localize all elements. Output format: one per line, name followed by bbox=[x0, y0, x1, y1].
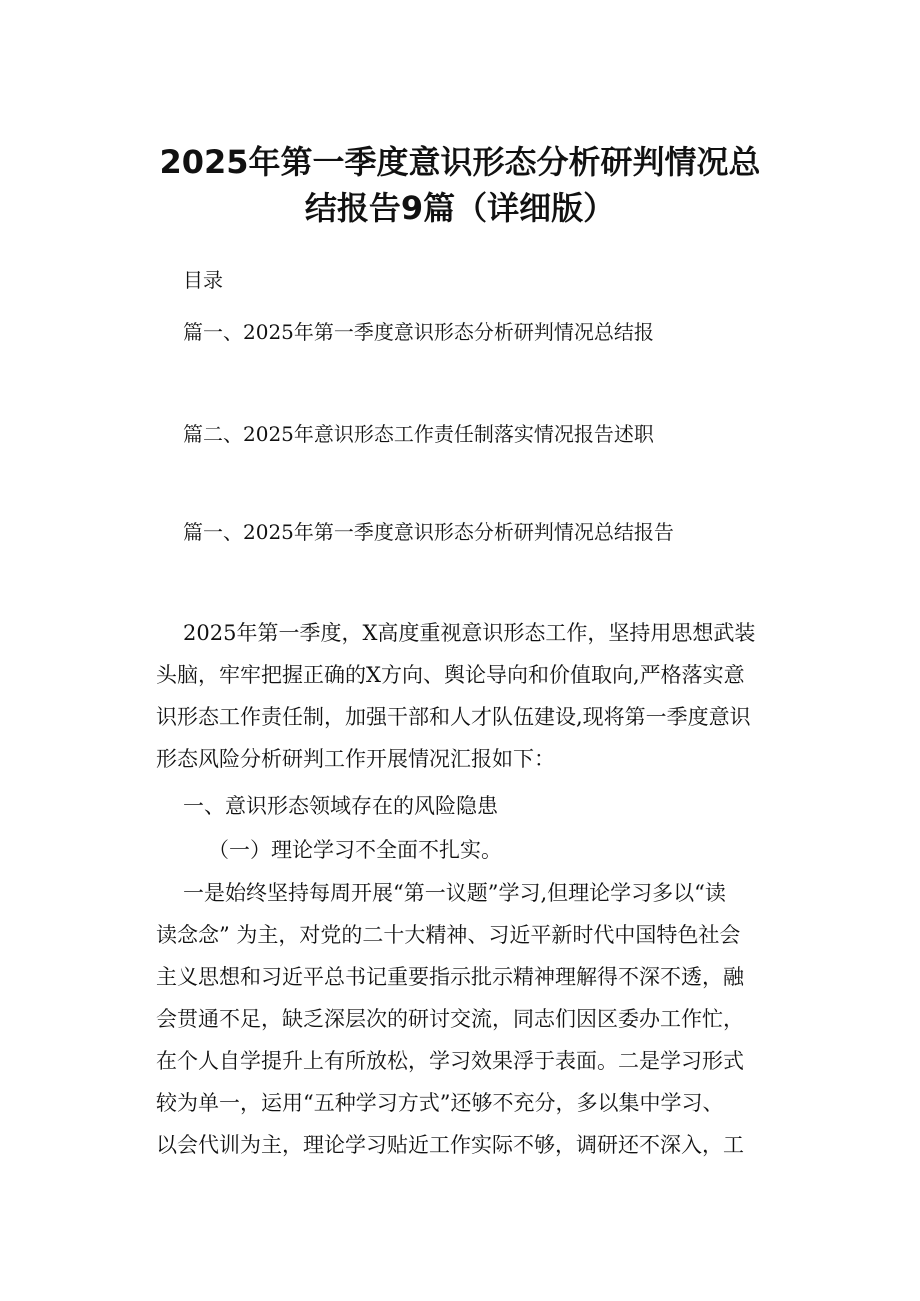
paragraph-line: 头脑，牢牢把握正确的X方向、舆论导向和价值取向,严格落实意 bbox=[156, 663, 745, 687]
document-title-line-2: 结报告9篇（详细版） bbox=[304, 189, 616, 227]
heading-level-1: 一、意识形态领域存在的风险隐患 bbox=[183, 794, 498, 818]
toc-item-2: 篇二、2025年意识形态工作责任制落实情况报告述职 bbox=[183, 422, 654, 446]
paragraph-line: 读念念” 为主，对党的二十大精神、习近平新时代中国特色社会 bbox=[156, 923, 741, 947]
paragraph-line: 一是始终坚持每周开展“第一议题”学习,但理论学习多以“读 bbox=[183, 881, 726, 905]
paragraph-line: 形态风险分析研判工作开展情况汇报如下： bbox=[156, 747, 555, 771]
paragraph-body bbox=[156, 872, 793, 1166]
heading-level-2: （一）理论学习不全面不扎实。 bbox=[208, 838, 502, 862]
paragraph-line: 较为单一，运用“五种学习方式”还够不充分，多以集中学习、 bbox=[156, 1091, 724, 1115]
toc-label: 目录 bbox=[183, 268, 223, 292]
paragraph-line: 2025年第一季度，X高度重视意识形态工作，坚持用思想武装 bbox=[183, 621, 756, 645]
paragraph-intro bbox=[156, 612, 793, 780]
paragraph-line: 会贯通不足，缺乏深层次的研讨交流，同志们因区委办工作忙， bbox=[156, 1007, 744, 1031]
paragraph-line: 识形态工作责任制，加强干部和人才队伍建设,现将第一季度意识 bbox=[156, 705, 751, 729]
paragraph-line: 以会代训为主，理论学习贴近工作实际不够，调研还不深入，工 bbox=[156, 1133, 744, 1157]
toc-item-1: 篇一、2025年第一季度意识形态分析研判情况总结报 bbox=[183, 320, 654, 344]
section-heading: 篇一、2025年第一季度意识形态分析研判情况总结报告 bbox=[183, 520, 674, 544]
paragraph-line: 在个人自学提升上有所放松，学习效果浮于表面。二是学习形式 bbox=[156, 1049, 744, 1073]
paragraph-line: 主义思想和习近平总书记重要指示批示精神理解得不深不透，融 bbox=[156, 965, 744, 989]
document-title-line-1: 2025年第一季度意识形态分析研判情况总 bbox=[159, 143, 761, 181]
